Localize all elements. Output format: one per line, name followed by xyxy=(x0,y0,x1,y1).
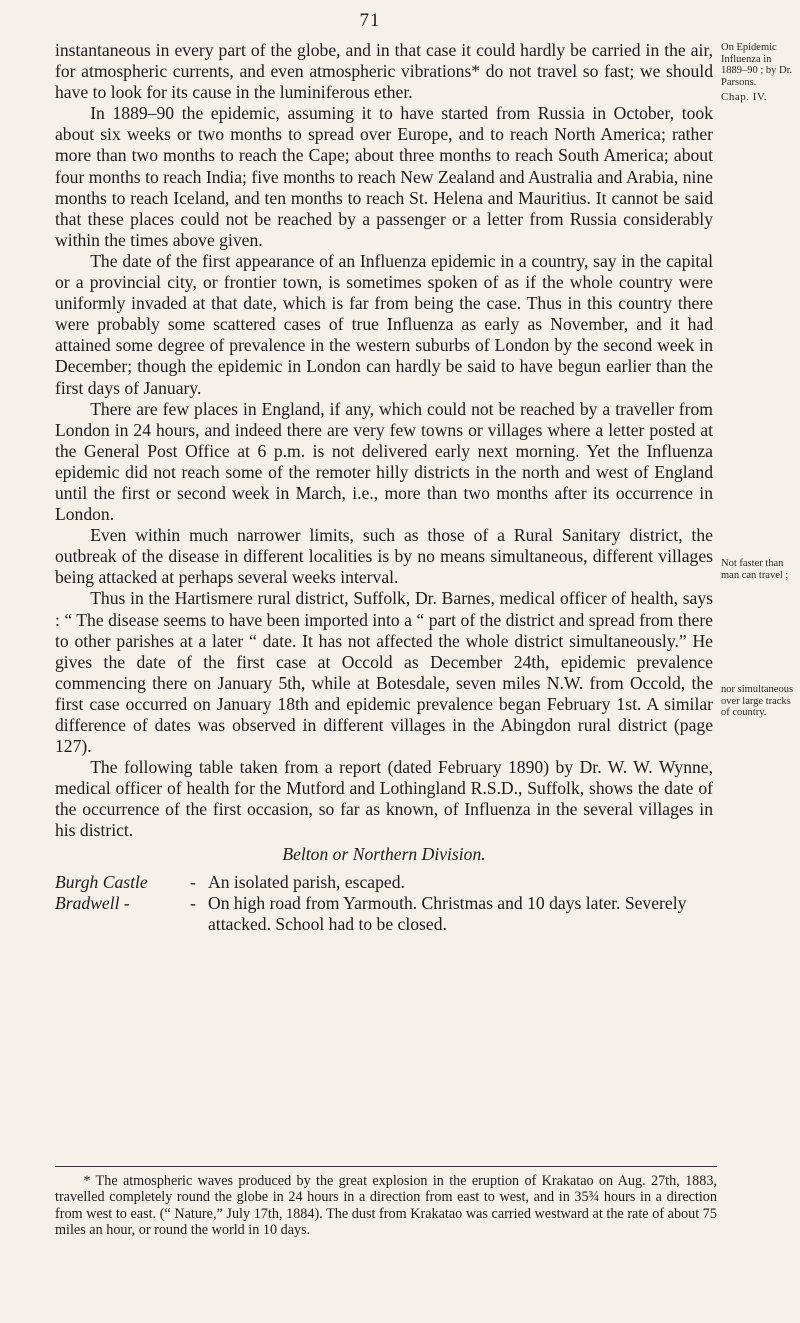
village-name: Bradwell - xyxy=(55,892,130,913)
page-number: 71 xyxy=(359,10,381,31)
margin-note-epidemic-parsons: On Epidemic Influenza in 1889–90 ; by Dr. Parsons. xyxy=(721,42,793,88)
table-section-title: Belton or Northern Division. xyxy=(282,843,486,864)
margin-note-not-faster: Not faster than man can travel ; xyxy=(721,558,789,581)
village-note: On high road from Yarmouth. Christmas and 10 days later. Severely attacked. School had to be closed. xyxy=(208,892,687,934)
paragraph-travel-speed: There are few places in England, if any, which could not be reached by a traveller from London in 24 hours, and indeed there are very few towns or villages where a letter posted at the General Post Office at 6 p.m. is not delivered early next morning. Yet the Influenza epidemic did not reach some of the remoter hilly districts in the north and west of England until the first or second week in March, i.e., more than two months after its occurrence in London. xyxy=(55,398,713,525)
table-row xyxy=(55,893,713,935)
footnote-divider xyxy=(55,1166,717,1167)
village-name: Burgh Castle xyxy=(55,871,148,892)
paragraph-hartismere: Thus in the Hartismere rural district, Suffolk, Dr. Barnes, medical officer of health, says : “ The disease seems to have been imported into a “ part of the district and spread from there to other parishes at a later “ date. It has not affected the whole district simultaneously.” He gives the date of the first case at Occold as December 24th, epidemic prevalence commencing there on January 5th, while at Botesdale, seven miles N.W. from Occold, the first case occurred on January 18th and epidemic prevalence began February 1st. A similar difference of dates was observed in different villages in the Abingdon rural district (page 127). xyxy=(55,588,713,757)
paragraph-first-appearance: The date of the first appearance of an Influenza epidemic in a country, say in the capital or a provincial city, or frontier town, is sometimes spoken of as if the whole country were uniformly invaded at that date, which is far from being the case. Thus in this country there were probably some scattered cases of true Influenza as early as November, and it had attained some degree of prevalence in the western suburbs of London by the second week in December; though the epidemic in London can hardly be said to have begun earlier than the first days of January. xyxy=(55,250,713,398)
footnote-krakatao: * The atmospheric waves produced by the great explosion in the eruption of Krakatao on Aug. 27th, 1883, travelled completely round the globe in 24 hours in a direction from east to west, and in 35¾ hours in a direction from west to east. (“ Nature,” July 17th, 1884). The dust from Krakatao was carried westward at the rate of about 75 miles an hour, or round the world in 10 days. xyxy=(55,1173,717,1239)
paragraph-spread-times: In 1889–90 the epidemic, assuming it to have started from Russia in October, took about six weeks or two months to spread over Europe, and to reach North America; rather more than two months to reach the Cape; about three months to reach South America; about four months to reach India; five months to reach New Zealand and Australia and Arabia, nine months to reach Iceland, and ten months to reach St. Helena and Mauritius. It cannot be said that these places could not be reached by a passenger or a letter from Russia considerably within the times above given. xyxy=(55,103,713,250)
village-dash: - xyxy=(190,892,196,913)
paragraph-table-intro: The following table taken from a report (dated February 1890) by Dr. W. W. Wynne, medical officer of health for the Mutford and Lothingland R.S.D., Suffolk, shows the date of the occurrence of the first occasion, so far as known, of Influenza in the several villages in his district. xyxy=(55,757,713,841)
paragraph-rural-district: Even within much narrower limits, such as those of a Rural Sanitary district, the outbreak of the disease in different localities is by no means simultaneous, different villages being attacked at perhaps several weeks interval. xyxy=(55,525,713,588)
body-text xyxy=(55,40,713,935)
table-row xyxy=(55,872,713,893)
margin-note-non-simultaneous: nor simultaneous over large tracks of country. xyxy=(721,684,794,718)
village-note: An isolated parish, escaped. xyxy=(208,871,405,892)
village-dash: - xyxy=(190,871,196,892)
paragraph-continuation: instantaneous in every part of the globe, and in that case it could hardly be carried in the air, for atmospheric currents, and even atmospheric vibrations* do not travel so fast; we should have to look for its cause in the luminiferous ether. xyxy=(55,40,713,103)
margin-note-chapter: Chap. IV. xyxy=(721,91,768,103)
